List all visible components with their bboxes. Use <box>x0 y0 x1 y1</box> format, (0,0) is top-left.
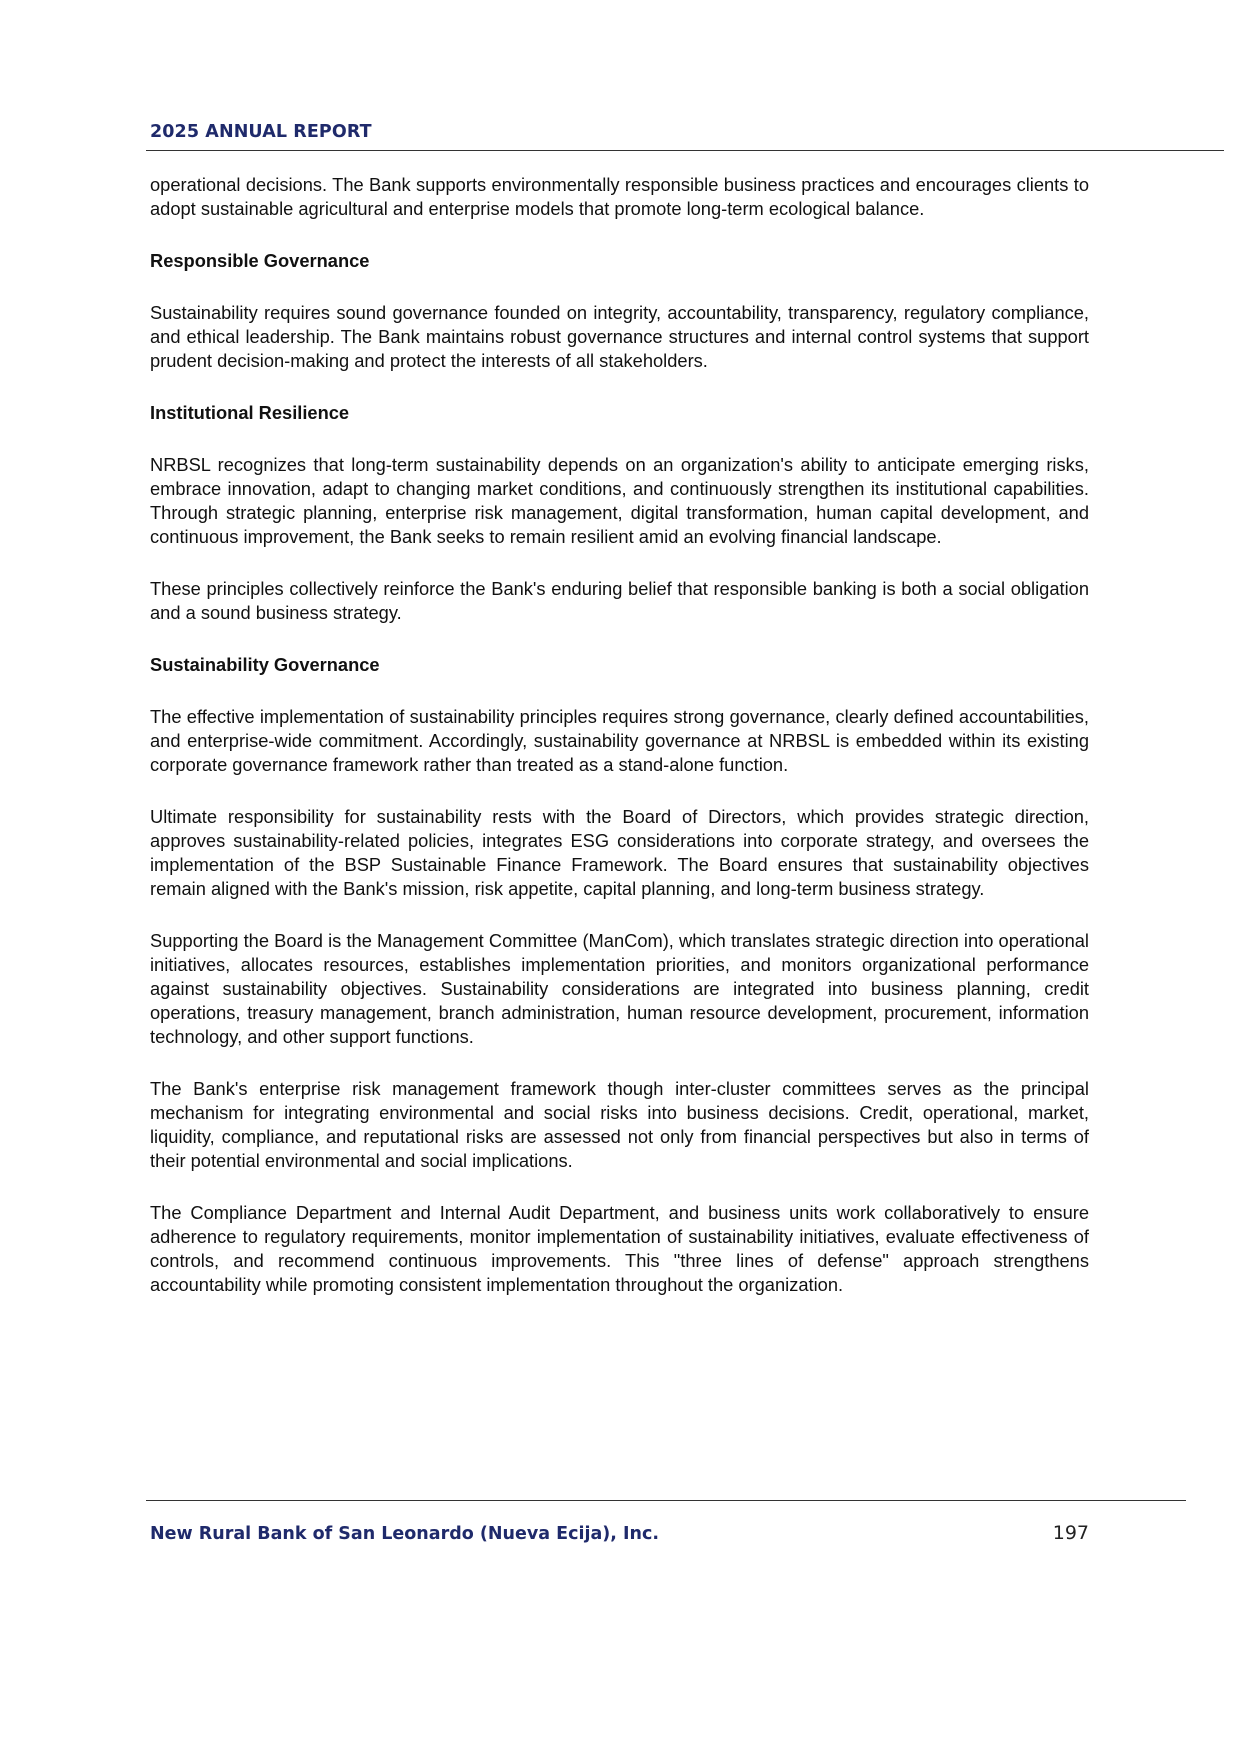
paragraph-lines-of-defense: The Compliance Department and Internal Audit Department, and business units work collaboratively to ensure adherence to regulatory requirements, monitor implementation of sustainability initiatives, evaluate effectiveness of controls, and recommend continuous improvements. This "three lines of defense" approach strengthens accountability while promoting consistent implementation throughout the organization. <box>150 1202 1089 1295</box>
report-header-title: 2025 ANNUAL REPORT <box>150 122 372 142</box>
paragraph-principles-summary: These principles collectively reinforce the Bank's enduring belief that responsible banking is both a social obligation and a sound business strategy. <box>150 578 1089 623</box>
paragraph-responsible-governance: Sustainability requires sound governance founded on integrity, accountability, transparency, regulatory compliance, and ethical leadership. The Bank maintains robust governance structures and internal control systems that support prudent decision-making and protect the interests of all stakeholders. <box>150 302 1089 371</box>
heading-institutional-resilience: Institutional Resilience <box>150 402 350 423</box>
heading-sustainability-governance: Sustainability Governance <box>150 654 380 675</box>
page-body <box>150 173 1089 1325</box>
page-number: 197 <box>1052 1522 1089 1544</box>
paragraph-governance-framework: The effective implementation of sustainability principles requires strong governance, clearly defined accountabilities, and enterprise-wide commitment. Accordingly, sustainability governance at NRBSL is embedded within its existing corporate governance framework rather than treated as a stand-alone function. <box>150 706 1089 775</box>
paragraph-board-responsibility: Ultimate responsibility for sustainability rests with the Board of Directors, which provides strategic direction, approves sustainability-related policies, integrates ESG considerations into corporate strategy, and oversees the implementation of the BSP Sustainable Finance Framework. The Board ensures that sustainability objectives remain aligned with the Bank's mission, risk appetite, capital planning, and long-term business strategy. <box>150 806 1089 899</box>
paragraph-risk-management: The Bank's enterprise risk management framework though inter-cluster committees serves as the principal mechanism for integrating environmental and social risks into business decisions. Credit, operational, market, liquidity, compliance, and reputational risks are assessed not only from financial perspectives but also in terms of their potential environmental and social implications. <box>150 1078 1089 1171</box>
footer-divider <box>146 1500 1186 1501</box>
heading-responsible-governance: Responsible Governance <box>150 250 370 271</box>
paragraph-management-committee: Supporting the Board is the Management Committee (ManCom), which translates strategic direction into operational initiatives, allocates resources, establishes implementation priorities, and monitors organizational performance against sustainability objectives. Sustainability considerations are integrated into business planning, credit operations, treasury management, branch administration, human resource development, procurement, information technology, and other support functions. <box>150 930 1089 1047</box>
header-divider <box>146 150 1224 151</box>
paragraph-environmental-practices: operational decisions. The Bank supports environmentally responsible business practices and encourages clients to adopt sustainable agricultural and enterprise models that promote long-term ecological balance. <box>150 174 1089 219</box>
paragraph-institutional-resilience: NRBSL recognizes that long-term sustainability depends on an organization's ability to anticipate emerging risks, embrace innovation, adapt to changing market conditions, and continuously strengthen its institutional capabilities. Through strategic planning, enterprise risk management, digital transformation, human capital development, and continuous improvement, the Bank seeks to remain resilient amid an evolving financial landscape. <box>150 454 1089 547</box>
footer-organization-name: New Rural Bank of San Leonardo (Nueva Ecija), Inc. <box>150 1524 659 1544</box>
